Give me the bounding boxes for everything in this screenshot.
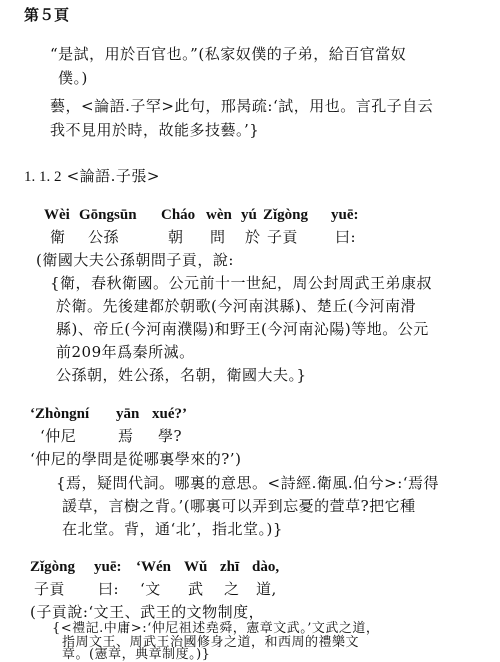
hanzi-line-2 — [40, 429, 182, 444]
note-1-line-3: 縣)、帝丘(今河南濮陽)和野王(今河南沁陽)等地。公元 — [56, 320, 429, 338]
hanzi-word: 朝 — [168, 228, 184, 246]
note-3-line-1: {<禮記.中庸>:‘仲尼祖述堯舜，憲章文武。’文武之道， — [52, 621, 380, 636]
hanzi-line-3 — [34, 582, 277, 597]
note-2-line-2: 諼草，言樹之背。’(哪裏可以弄到忘憂的萱草?把它種 — [62, 497, 416, 515]
pinyin-line-1 — [44, 208, 359, 223]
pinyin-word: yuē: — [94, 559, 122, 575]
pinyin-word: xué?’ — [152, 406, 187, 422]
top-note-line-3: 藝，<論語.子罕>此句，邢昺疏:‘試，用也。言孔子自云 — [50, 97, 434, 115]
hanzi-word: 於 — [245, 228, 261, 246]
pinyin-word: Zǐgòng — [30, 559, 76, 575]
note-1-line-4: 前209年爲秦所滅。 — [56, 343, 195, 361]
top-note-line-1: “是試，用於百官也。”(私家奴僕的子弟，給百官當奴 — [50, 45, 407, 63]
hanzi-line-1 — [50, 230, 356, 245]
pinyin-word: yān — [116, 406, 140, 422]
pinyin-line-2 — [30, 407, 187, 422]
pinyin-word: Cháo — [161, 207, 196, 223]
section-title: <論語.子張> — [66, 167, 160, 185]
note-1-line-1: {衛，春秋衛國。公元前十一世紀，周公封周武王弟康叔 — [50, 274, 433, 292]
hanzi-word: 子貢 — [34, 580, 66, 598]
hanzi-word: 問 — [210, 228, 226, 246]
top-note-line-4: 我不見用於時，故能多技藝。’} — [50, 121, 260, 139]
translation-line-1: (衛國大夫公孫朝問子貢，說: — [36, 251, 234, 269]
hanzi-word: ‘仲尼 — [40, 427, 77, 445]
note-1-line-2: 於衛。先後建都於朝歌(今河南淇縣)、楚丘(今河南滑 — [56, 297, 417, 315]
pinyin-word: Wǔ — [184, 559, 208, 575]
translation-line-3: (子貢說:‘文王、武王的文物制度， — [30, 603, 265, 621]
hanzi-word: 曰: — [98, 580, 120, 598]
translation-line-2: ‘仲尼的學問是從哪裏學來的?’) — [30, 450, 242, 468]
hanzi-word: 學? — [158, 427, 183, 445]
note-2-line-1: {焉，疑問代詞。哪裏的意思。<詩經.衛風.伯兮>:‘焉得 — [56, 474, 440, 492]
top-note-line-2: 僕。) — [58, 69, 88, 87]
hanzi-word: 衛 — [50, 228, 66, 246]
pinyin-word: ‘Wén — [136, 559, 171, 575]
hanzi-word: 之 — [224, 580, 240, 598]
page-number: 第５頁 — [24, 6, 70, 24]
note-1-line-5: 公孫朝，姓公孫，名朝，衛國大夫。} — [56, 366, 307, 384]
pinyin-word: Zǐgòng — [263, 207, 309, 223]
hanzi-word: 公孫 — [88, 228, 120, 246]
note-3-line-3: 章。(憲章，典章制度。)} — [62, 647, 211, 662]
note-3-line-2: 指周文王、周武王治國修身之道，和西周的禮樂文 — [62, 635, 360, 650]
pinyin-line-3 — [30, 560, 279, 575]
section-heading — [24, 168, 160, 185]
hanzi-word: 曰: — [335, 228, 357, 246]
note-2-line-3: 在北堂。背，通‘北’，指北堂。)} — [62, 520, 283, 538]
pinyin-word: Wèi — [44, 207, 70, 223]
hanzi-word: 子貢 — [267, 228, 299, 246]
pinyin-word: yú — [241, 207, 257, 223]
hanzi-word: 武 — [188, 580, 204, 598]
pinyin-word: zhī — [220, 559, 240, 575]
pinyin-word: ‘Zhòngní — [30, 406, 90, 422]
pinyin-word: Gōngsūn — [79, 207, 137, 223]
pinyin-word: dào, — [252, 559, 280, 575]
pinyin-word: wèn — [206, 207, 232, 223]
hanzi-word: 焉 — [118, 427, 134, 445]
pinyin-word: yuē: — [331, 207, 359, 223]
section-number: 1. 1. 2 — [24, 169, 62, 185]
hanzi-word: 道, — [256, 580, 277, 598]
hanzi-word: ‘文 — [140, 580, 161, 598]
